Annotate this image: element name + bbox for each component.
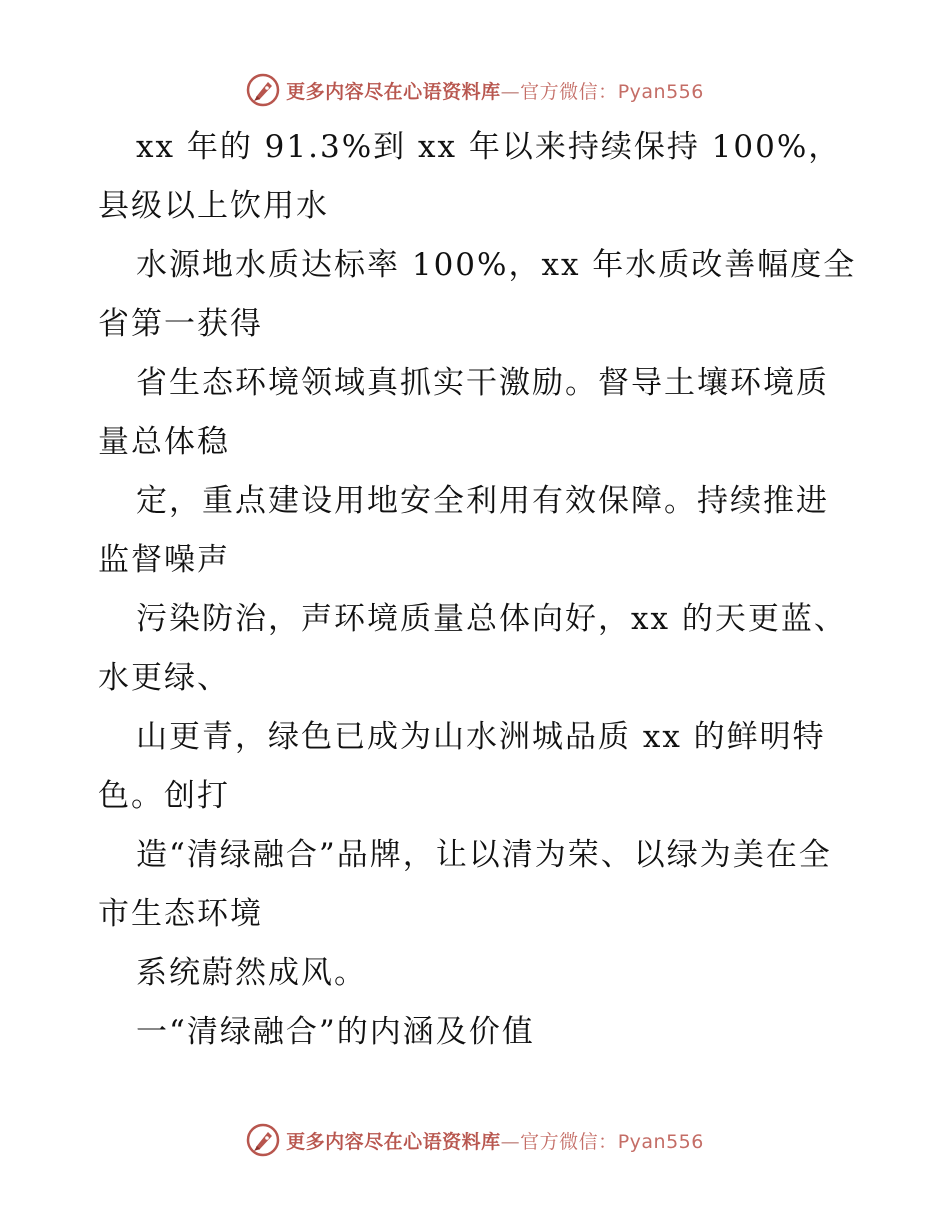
footer-separator: — [500, 1130, 521, 1153]
header-separator: — [500, 80, 521, 103]
paragraph: 水源地水质达标率 100%，xx 年水质改善幅度全省第一获得 [98, 247, 857, 342]
footer-site-name: 更多内容尽在心语资料库 [286, 1130, 501, 1153]
header-wechat-id: Pyan556 [617, 80, 704, 103]
paragraph: xx 年的 91.3%到 xx 年以来持续保持 100%，县级以上饮用水 [98, 129, 842, 224]
footer-banner-text [286, 1127, 704, 1154]
paragraph: 造“清绿融合”品牌，让以清为荣、以绿为美在全市生态环境 [98, 837, 832, 932]
footer-wechat-id: Pyan556 [617, 1130, 704, 1153]
footer-wechat-label: 官方微信： [520, 1130, 618, 1153]
paragraph: 山更青，绿色已成为山水洲城品质 xx 的鲜明特色。创打 [98, 719, 826, 814]
document-body [98, 118, 858, 1062]
header-wechat-label: 官方微信： [520, 80, 618, 103]
header-banner [0, 70, 950, 110]
paragraph: 污染防治，声环境质量总体向好，xx 的天更蓝、水更绿、 [98, 601, 847, 696]
header-site-name: 更多内容尽在心语资料库 [286, 80, 501, 103]
pen-nib-circle-icon [246, 73, 280, 107]
section-heading: 一“清绿融合”的内涵及价值 [136, 1014, 535, 1050]
footer-banner [0, 1120, 950, 1160]
pen-nib-circle-icon [246, 1123, 280, 1157]
header-banner-text [286, 77, 704, 104]
paragraph: 系统蔚然成风。 [136, 955, 367, 991]
paragraph: 省生态环境领域真抓实干激励。督导土壤环境质量总体稳 [98, 365, 829, 460]
paragraph: 定，重点建设用地安全利用有效保障。持续推进监督噪声 [98, 483, 829, 578]
